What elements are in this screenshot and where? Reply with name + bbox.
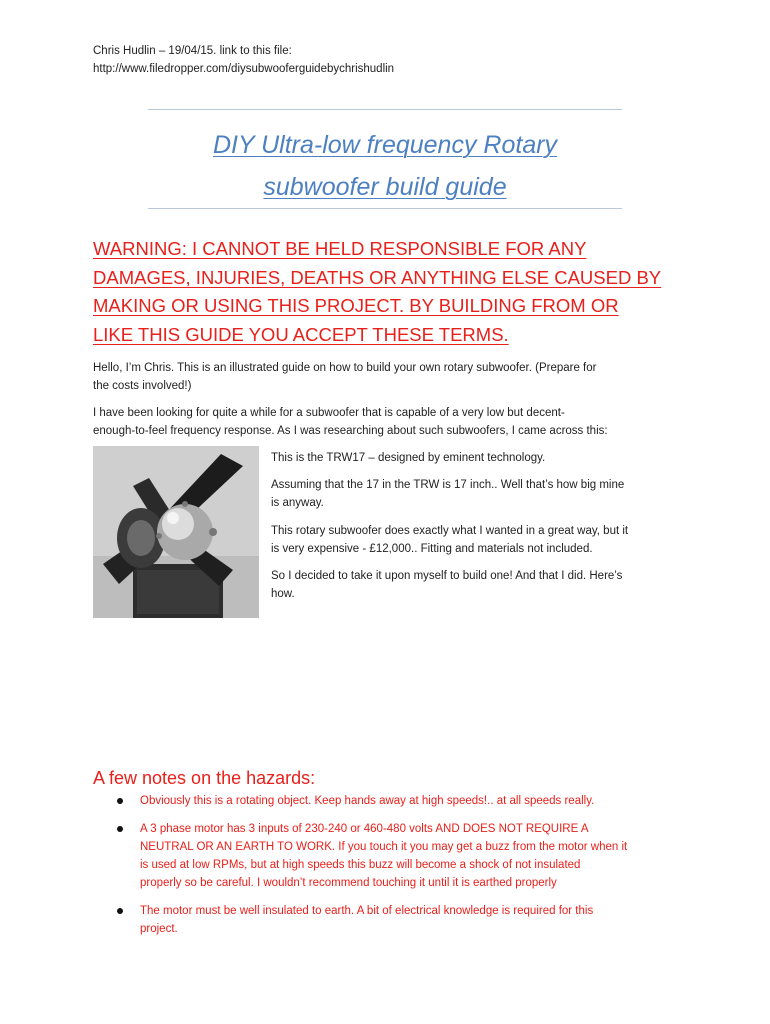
side-text-3 <box>271 522 681 558</box>
title-rule-top <box>148 109 622 110</box>
side-text-4-line-1: So I decided to take it upon myself to build one! And that I did. Here’s <box>271 570 623 582</box>
hazards-heading: A few notes on the hazards: <box>93 768 316 788</box>
hazard-2-line-3: is used at low RPMs, but at high speeds this buzz will become a shock of not insulated <box>140 859 581 871</box>
intro-p2-line-2: enough-to-feel frequency response. As I was researching about such subwoofers, I came across this: <box>93 425 608 437</box>
list-item <box>93 820 683 892</box>
intro-p2-line-1: I have been looking for quite a while for a subwoofer that is capable of a very low but decent- <box>93 407 565 419</box>
subwoofer-illustration <box>93 446 259 618</box>
list-item <box>93 902 683 938</box>
warning-line-4: LIKE THIS GUIDE YOU ACCEPT THESE TERMS. <box>93 323 509 345</box>
trw17-subwoofer-photo <box>93 446 259 618</box>
header-file-link: http://www.filedropper.com/diysubwooferguidebychrishudlin <box>93 63 395 75</box>
bullet-icon <box>117 798 123 804</box>
intro-p1-line-2: the costs involved!) <box>93 380 192 392</box>
hazard-3-line-1: The motor must be well insulated to earth. A bit of electrical knowledge is required for this <box>140 905 594 917</box>
side-text-3-line-1: This rotary subwoofer does exactly what I wanted in a great way, but it <box>271 525 629 537</box>
intro-paragraph-1 <box>93 359 675 395</box>
title-line-1: DIY Ultra-low frequency Rotary <box>212 131 558 159</box>
list-item <box>93 792 683 810</box>
warning-line-1: WARNING: I CANNOT BE HELD RESPONSIBLE FOR ANY <box>93 238 587 259</box>
side-text-4 <box>271 567 681 603</box>
warning-disclaimer <box>93 235 683 349</box>
bullet-icon <box>117 826 123 832</box>
side-text-3-line-2: is very expensive - £12,000.. Fitting and materials not included. <box>271 543 593 555</box>
side-text-2 <box>271 476 681 512</box>
side-text-2-line-1: Assuming that the 17 in the TRW is 17 inch.. Well that’s how big mine <box>271 479 625 491</box>
hazards-list <box>93 792 683 948</box>
bullet-icon <box>117 908 123 914</box>
warning-line-3: MAKING OR USING THIS PROJECT. BY BUILDING FROM OR <box>93 295 619 316</box>
hazard-2-line-2: NEUTRAL OR AN EARTH TO WORK. If you touch it you may get a buzz from the motor when it <box>140 841 628 853</box>
intro-paragraph-2 <box>93 404 675 440</box>
side-text-2-line-2: is anyway. <box>271 497 324 509</box>
hazard-2-line-4: properly so be careful. I wouldn’t recommend touching it until it is earthed properly <box>140 877 557 889</box>
intro-p1-line-1: Hello, I’m Chris. This is an illustrated guide on how to build your own rotary subwoofer. (Prepare for <box>93 362 597 374</box>
hazard-1-text: Obviously this is a rotating object. Keep hands away at high speeds!.. at all speeds really. <box>140 795 595 807</box>
side-text-1: This is the TRW17 – designed by eminent technology. <box>271 452 546 464</box>
title-line-2: subwoofer build guide <box>263 173 507 201</box>
document-header <box>93 42 394 78</box>
hazard-2-line-1: A 3 phase motor has 3 inputs of 230-240 or 460-480 volts AND DOES NOT REQUIRE A <box>140 823 589 835</box>
title-rule-bottom <box>148 208 622 209</box>
hazard-3-line-2: project. <box>140 923 178 935</box>
side-text-4-line-2: how. <box>271 588 295 600</box>
page-title <box>120 124 650 208</box>
warning-line-2: DAMAGES, INJURIES, DEATHS OR ANYTHING ELSE CAUSED BY <box>93 266 662 288</box>
header-author-date: Chris Hudlin – 19/04/15. link to this file: <box>93 45 292 57</box>
